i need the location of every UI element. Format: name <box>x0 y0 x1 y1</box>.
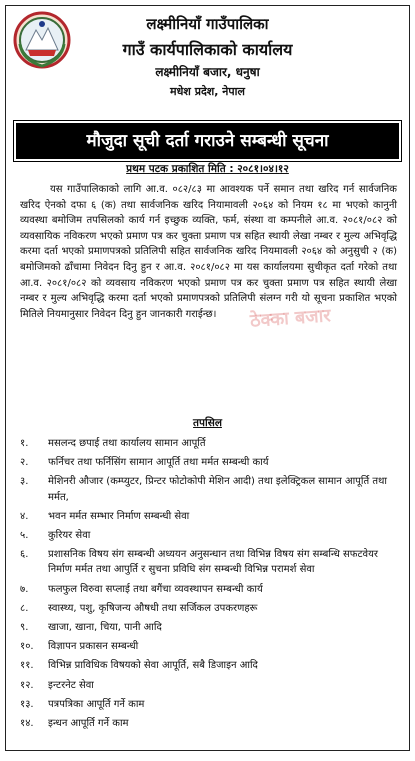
municipality-name: लक्ष्मीनियाँ गाउँपालिका <box>146 15 269 33</box>
list-item <box>20 582 399 597</box>
list-item-text: मेशिनरी औजार (कम्प्युटर, प्रिन्टर फोटोकोपी मेशिन आदी) तथा इलेक्ट्रिकल सामान आपूर्ति तथा मर्मत, <box>48 476 387 503</box>
office-address: लक्ष्मीनियाँ बजार, धनुषा <box>155 65 260 79</box>
publish-date: प्रथम पटक प्रकाशित मिति : २०८१।०४।१२ <box>126 163 289 175</box>
list-item <box>20 455 399 470</box>
tapasil-heading: तपसिल <box>193 417 222 429</box>
list-item-number: ७. <box>20 583 29 595</box>
province-country: मधेश प्रदेश, नेपाल <box>170 85 245 98</box>
list-item-number: १४. <box>20 718 34 730</box>
list-item-text: फलफुल विरुवा सप्लाई तथा बगैंचा व्यवस्थापन सम्बन्धी कार्य <box>48 583 263 595</box>
list-item <box>20 509 399 524</box>
office-name: गाउँ कार्यपालिकाको कार्यालय <box>122 40 293 59</box>
list-item-text: पत्रपत्रिका आपूर्ति गर्ने काम <box>48 698 145 710</box>
list-item-text: प्रशासनिक विषय संग सम्बन्धी अध्ययन अनुसन्धान तथा विभिन्न विषय संग सम्बन्धि सफटवेयर निर्माण मर्मत तथा आपुर्ति र सुचना प्रविधि संग सम्बन्धी विभिन्न परामर्श सेवा <box>48 549 378 576</box>
list-item-number: ६. <box>20 549 29 561</box>
list-item-text: विभिन्न प्राविधिक विषयको सेवा आपूर्ति, सबै डिजाइन आदि <box>48 660 258 672</box>
list-item <box>20 547 399 577</box>
notice-page <box>5 5 410 751</box>
list-item-text: भवन मर्मत सम्भार निर्माण सम्बन्धी सेवा <box>48 510 190 522</box>
notice-body: यस गाउँपालिकाको लागि आ.व. ०८२/८३ मा आवश्यक पर्ने समान तथा खरिद गर्न सार्वजनिक खरिद ऐनको दफा ६ (क) तथा सार्वजनिक खरिद नियामावली २०६४ को नियम १८ मा भएको कानुनी व्यवस्था बमोजिम तपसिलको कार्य गर्न इच्छुक व्यक्ति, फर्म, संस्था वा कम्पनीले आ.व. २०८१/०८२ को व्यवसायिक नविकरण भएको प्रमाण पत्र कर चुक्ता प्रमाण पत्र सहित स्थायी लेखा नम्बर र मुल्य अभिवृद्धि करमा दर्ता भएको प्रमाणपत्रको प्रतिलिपी सहित सार्वजनिक खरिद नियमावली २०६४ को अनुसुची २ (क) बमोजिमको ढाँचामा निवेदन दिनु हुन र आ.व. २०८१/०८२ मा यस कार्यालयमा सुचीकृत दर्ता गरेको तथा आ.व. २०८१/०८२ को व्यवसाय नविकरण भएको प्रमाण पत्र कर चुक्ता प्रमाण पत्र सहित स्थायी लेखा नम्बर र मुल्य अभिवृद्धि करमा दर्ता भएको प्रमाणपत्रको प्रतिलिपी संलग्न गरी यो सूचना प्रकाशित भएको मितिले नियमानुसार निवेदन दिनु हुन जानकारी गराईन्छ। <box>20 184 397 320</box>
list-item-number: ४. <box>20 510 29 522</box>
letterhead <box>6 6 409 118</box>
list-item <box>20 697 399 712</box>
list-item <box>20 716 399 731</box>
list-item-text: फर्निचर तथा फर्निसिंग सामान आपूर्ति तथा मर्मत सम्बन्धी कार्य <box>48 457 269 469</box>
service-list <box>20 436 399 735</box>
list-item-text: स्वास्थ्य, पशु, कृषिजन्य औषधी तथा सर्जिकल उपकरणहरू <box>48 602 258 614</box>
list-item-number: ८. <box>20 602 29 614</box>
list-item <box>20 639 399 654</box>
list-item-number: १. <box>20 438 29 449</box>
list-item-number: ९. <box>20 622 29 634</box>
list-item-number: ११. <box>20 660 34 672</box>
list-item-text: कुरियर सेवा <box>48 530 91 542</box>
list-item-number: १०. <box>20 641 34 653</box>
list-item <box>20 620 399 635</box>
list-item-number: ५. <box>20 530 29 542</box>
list-item-text: विज्ञापन प्रकासन सम्बन्धी <box>48 641 139 653</box>
list-item-number: ३. <box>20 476 29 488</box>
list-item <box>20 474 399 504</box>
notice-title-banner: मौजुदा सूची दर्ता गराउने सम्बन्धी सूचना <box>14 121 401 161</box>
list-item-text: इन्टरनेट सेवा <box>48 679 94 691</box>
list-item-text: खाजा, खाना, चिया, पानी आदि <box>48 622 162 634</box>
list-item-text: इन्धन आपूर्ति गर्ने काम <box>48 718 129 730</box>
list-item <box>20 601 399 616</box>
list-item <box>20 678 399 693</box>
list-item-number: २. <box>20 457 29 469</box>
list-item <box>20 528 399 543</box>
list-item-number: १२. <box>20 679 34 691</box>
watermark: ठेक्का बजार <box>249 305 332 332</box>
list-item <box>20 436 399 451</box>
list-item-number: १३. <box>20 698 34 710</box>
list-item-text: मसलन्द छपाई तथा कार्यालय सामान आपूर्ति <box>48 438 206 449</box>
list-item <box>20 658 399 673</box>
